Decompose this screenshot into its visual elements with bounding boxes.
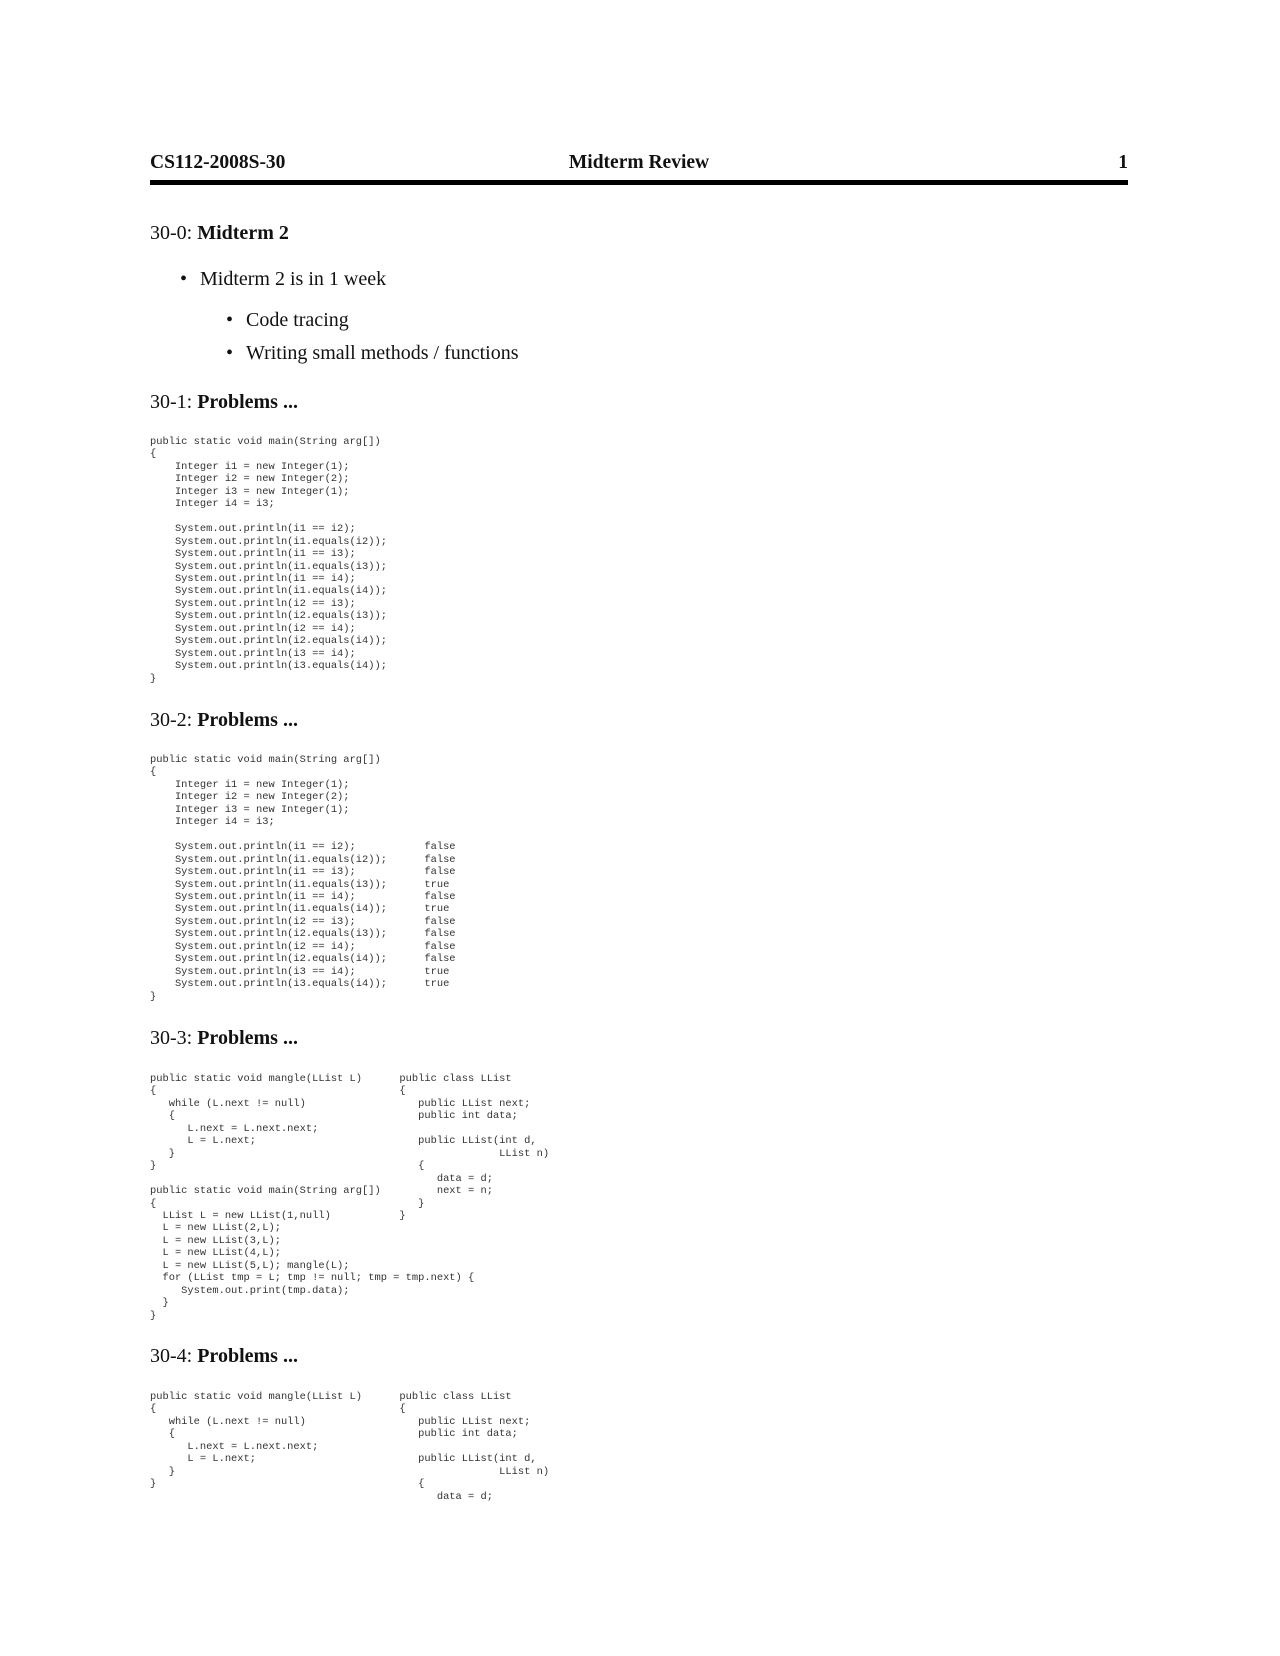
section-number: 30-2:: [150, 709, 193, 731]
section-title-30-4: [150, 1345, 298, 1368]
section-title-30-2: [150, 709, 298, 732]
section-title-30-0: [150, 222, 289, 245]
bullet-dot: •: [226, 342, 234, 364]
code-block-30-4: public static void mangle(LList L) public class LList { { while (L.next != null) public LList next; { public int data; L.next = L.next.next; L = L.next; public LList(int d, } LList n) } { data = d;: [150, 1391, 550, 1503]
section-title-30-1: [150, 391, 298, 414]
section-title-30-3: [150, 1027, 298, 1050]
bullet-text: Midterm 2 is in 1 week: [200, 268, 387, 290]
page-number: 1: [1118, 152, 1128, 173]
header-rule: [150, 180, 1128, 185]
section-number: 30-1:: [150, 391, 193, 413]
document-title: Midterm Review: [568, 152, 710, 173]
bullet-dot: •: [180, 268, 188, 290]
code-block-30-3: public static void mangle(LList L) public class LList { { while (L.next != null) public LList next; { public int data; L.next = L.next.next; L = L.next; public LList(int d, } LList n) } { data = d; public static void main(String arg[]) next = n; { } LList L = new LList(1,null) } L = new LList(2,L); L = new LList(3,L); L = new LList(4,L); L = new LList(5,L); mangle(L); for (LList tmp = L; tmp != null; tmp = tmp.next) { System.out.print(tmp.data); } }: [150, 1073, 550, 1322]
course-code: CS112-2008S-30: [150, 152, 286, 173]
bullet-sub: [226, 342, 519, 365]
section-name: Problems ...: [197, 391, 298, 413]
bullet-text: Code tracing: [246, 309, 349, 331]
code-block-30-2: public static void main(String arg[]) { Integer i1 = new Integer(1); Integer i2 = new Integer(2); Integer i3 = new Integer(1); Integer i4 = i3; System.out.println(i1 == i2); false System.out.println(i1.equals(i2)); false System.out.println(i1 == i3); false System.out.println(i1.equals(i3)); true System.out.println(i1 == i4); false System.out.println(i1.equals(i4)); true System.out.println(i2 == i3); false System.out.println(i2.equals(i3)); false System.out.println(i2 == i4); false System.out.println(i2.equals(i4)); false System.out.println(i3 == i4); true System.out.println(i3.equals(i4)); true }: [150, 754, 456, 1003]
section-name: Problems ...: [197, 709, 298, 731]
section-number: 30-0:: [150, 222, 193, 244]
page-header: [150, 152, 1128, 178]
section-name: Midterm 2: [197, 222, 289, 244]
bullet-text: Writing small methods / functions: [246, 342, 519, 364]
code-block-30-1: public static void main(String arg[]) { Integer i1 = new Integer(1); Integer i2 = new Integer(2); Integer i3 = new Integer(1); Integer i4 = i3; System.out.println(i1 == i2); System.out.println(i1.equals(i2)); System.out.println(i1 == i3); System.out.println(i1.equals(i3)); System.out.println(i1 == i4); System.out.println(i1.equals(i4)); System.out.println(i2 == i3); System.out.println(i2.equals(i3)); System.out.println(i2 == i4); System.out.println(i2.equals(i4)); System.out.println(i3 == i4); System.out.println(i3.equals(i4)); }: [150, 436, 387, 685]
section-name: Problems ...: [197, 1345, 298, 1367]
bullet-dot: •: [226, 309, 234, 331]
section-number: 30-3:: [150, 1027, 193, 1049]
bullet-sub: [226, 309, 349, 332]
section-number: 30-4:: [150, 1345, 193, 1367]
bullet-main: [180, 268, 386, 291]
section-name: Problems ...: [197, 1027, 298, 1049]
